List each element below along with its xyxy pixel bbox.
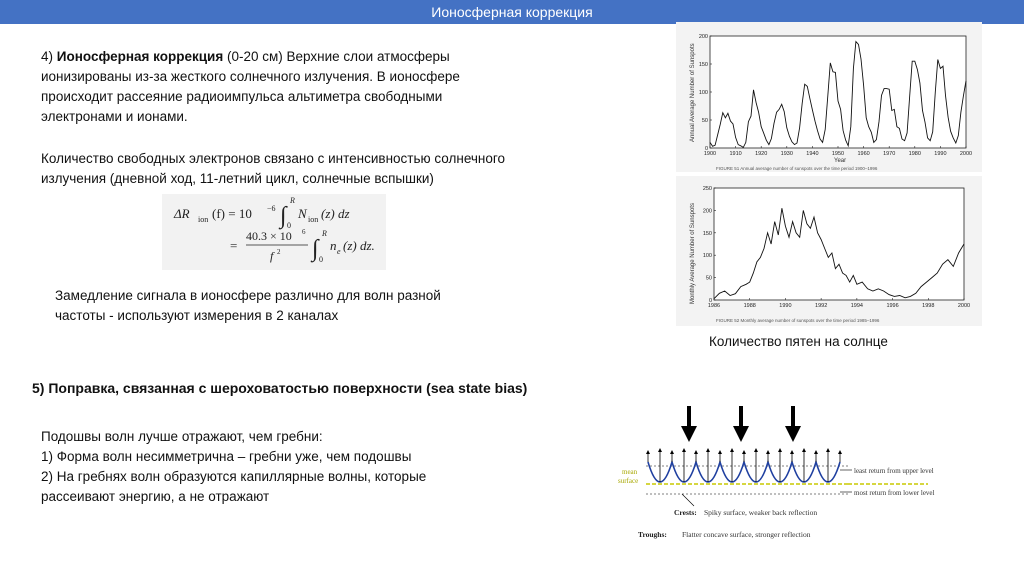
chart-2-y-tick-label: 250 (702, 186, 712, 192)
section4-text-line: частоты - используют измерения в 2 каналах (55, 308, 339, 323)
chart-2-x-tick-label: 1992 (815, 303, 828, 309)
integral-2-upper: R (322, 229, 327, 238)
formula-lhs-sub: ion (198, 215, 209, 224)
section4-line-1 (41, 47, 460, 67)
formula-fraction-denominator: f (270, 249, 274, 263)
section4-text-line: ионизированы из-за жесткого солнечного излучения. В ионосфере (41, 69, 460, 84)
chart-2-x-tick-label: 1996 (886, 303, 899, 309)
monthly-sunspots-chart (676, 176, 982, 326)
formula-int1-tail: (z) dz (321, 206, 350, 221)
crests-label: Crests: (674, 508, 697, 517)
chart-1-y-tick-label: 200 (698, 34, 708, 40)
charts-caption: Количество пятен на солнце (709, 334, 888, 349)
crest-reflection-arrow-head-icon (814, 450, 818, 454)
chart-1-x-tick-label: 1990 (934, 151, 947, 157)
down-arrow-icon (785, 406, 801, 442)
crest-reflection-arrow-head-icon (694, 450, 698, 454)
chart-2-x-tick-label: 1988 (743, 303, 756, 309)
formula-n-e-sub: e (337, 247, 341, 256)
header-bar (0, 0, 1024, 24)
crest-reflection-arrow-head-icon (718, 450, 722, 454)
chart-2-x-tick-label: 1990 (779, 303, 792, 309)
formula-fraction-numerator: 40.3 × 10 (246, 229, 292, 243)
formula-n-ion-sub: ion (308, 215, 319, 224)
crest-reflection-arrow-head-icon (670, 450, 674, 454)
integral-sign-1: ∫ (280, 203, 287, 229)
section4-text-line: происходит рассеяние радиоимпульса альтиметра свободными (41, 89, 443, 104)
section4-text-line: Замедление сигнала в ионосфере различно для волн разной (55, 288, 441, 303)
section5-line: 1) Форма волн несимметрична – гребни уже, чем подошвы (41, 449, 412, 464)
chart-2-plot-area (714, 188, 964, 300)
reflection-arrows (646, 448, 842, 482)
chart-2-x-tick-label: 1986 (707, 303, 721, 309)
chart-2-y-tick-label: 150 (702, 230, 712, 237)
trough-reflection-arrow-head-icon (778, 448, 782, 452)
down-arrow-icon (733, 406, 749, 442)
chart-2-y-tick-label: 200 (702, 208, 712, 215)
chart-1-y-tick-label: 0 (704, 146, 708, 152)
chart-2-x-tick-label: 1998 (922, 303, 935, 309)
trough-reflection-arrow-head-icon (802, 448, 806, 452)
chart-1-ylabel: Annual Average Number of Sunspots (690, 43, 696, 142)
section4-title: Ионосферная коррекция (56, 49, 224, 64)
section4-intro: (0-20 см) Верхние слои атмосферы (226, 49, 450, 64)
crests-text: Spiky surface, weaker back reflection (704, 508, 818, 517)
down-arrow-icon (681, 406, 697, 442)
chart-1-x-tick-label: 1940 (806, 151, 819, 157)
formula-fraction-den-exp: 2 (277, 248, 281, 256)
section4-number: 4) (41, 49, 54, 64)
trough-reflection-arrow-head-icon (682, 448, 686, 452)
section4-text-line: Количество свободных электронов связано с интенсивностью солнечного (41, 151, 506, 166)
chart-1-y-tick-label: 150 (698, 62, 708, 68)
formula-int2-tail: (z) dz. (343, 238, 375, 253)
troughs-label: Troughs: (638, 530, 667, 539)
trough-reflection-arrow-head-icon (730, 448, 734, 452)
ionosphere-formula (162, 194, 386, 270)
wave-profile (648, 462, 840, 482)
crest-reflection-arrow-head-icon (838, 450, 842, 454)
section4-text-line: излучения (дневной ход, 11-летний цикл, солнечные вспышки) (41, 171, 434, 186)
section4-paragraph-2 (41, 149, 505, 189)
chart-2-x-tick-label: 1994 (850, 303, 863, 309)
trough-reflection-arrow-head-icon (706, 448, 710, 452)
formula-n-e: n (330, 238, 337, 253)
formula-n-ion: N (298, 206, 307, 221)
chart-2-y-tick-label: 100 (702, 253, 712, 260)
section4-text-line: электронами и ионами. (41, 109, 188, 124)
formula-fraction-num-exp: 6 (302, 228, 306, 236)
integral-sign-2: ∫ (312, 236, 319, 262)
section5-line: Подошвы волн лучше отражают, чем гребни: (41, 429, 323, 444)
chart-2-ylabel: Monthly Average Number of Sunspots (690, 203, 696, 304)
chart-1-x-tick-label: 1920 (755, 151, 768, 157)
least-return-label: least return from upper level (854, 467, 934, 475)
troughs-text: Flatter concave surface, stronger reflection (682, 530, 811, 539)
crest-reflection-arrow-head-icon (646, 450, 650, 454)
integral-1-lower: 0 (287, 221, 291, 230)
section4-paragraph-1 (41, 47, 460, 127)
chart-1-xlabel: Year (834, 158, 847, 164)
mean-surface-label-2: surface (618, 477, 639, 485)
chart-1-figure-caption: FIGURE 51 Annual average number of sunspots over the time period 1900–1996 (716, 166, 878, 171)
crest-reflection-arrow-head-icon (742, 450, 746, 454)
section4-paragraph-3 (55, 286, 441, 326)
section5-text (41, 427, 426, 507)
formula-lhs: ΔR (174, 206, 190, 221)
mean-surface-label-1: mean (622, 468, 638, 476)
integral-1-upper: R (290, 196, 295, 205)
chart-2-x-tick-label: 2000 (957, 303, 971, 309)
chart-1-plot-area (710, 36, 966, 148)
trough-reflection-arrow-head-icon (658, 448, 662, 452)
formula-equals-2: = (230, 238, 238, 253)
chart-2-figure-caption: FIGURE 52 Monthly average number of sunspots over the time period 1985–1996 (716, 318, 880, 323)
chart-1-y-tick-label: 50 (701, 118, 708, 124)
incoming-pulse-arrows (681, 406, 801, 442)
chart-1-x-tick-label: 2000 (959, 151, 973, 157)
chart-1-x-tick-label: 1900 (703, 151, 717, 157)
integral-2-lower: 0 (319, 255, 323, 264)
chart-1-x-tick-label: 1950 (831, 151, 845, 157)
section5-title: 5) Поправка, связанная с шероховатостью поверхности (sea state bias) (32, 380, 528, 396)
annual-sunspots-chart (676, 22, 982, 172)
most-return-label: most return from lower level (854, 489, 935, 497)
trough-reflection-arrow-head-icon (826, 448, 830, 452)
trough-reflection-arrow-head-icon (754, 448, 758, 452)
crest-leader (682, 494, 694, 506)
chart-1-x-tick-label: 1960 (857, 151, 870, 157)
sea-state-bias-diagram (608, 398, 1024, 548)
section5-line: рассеивают энергию, а не отражают (41, 489, 270, 504)
chart-2-y-tick-label: 0 (708, 298, 712, 304)
chart-1-y-tick-label: 100 (698, 90, 708, 96)
page-title: Ионосферная коррекция (431, 4, 593, 20)
chart-1-x-tick-label: 1970 (883, 151, 896, 157)
chart-2-y-tick-label: 50 (705, 275, 712, 282)
crest-reflection-arrow-head-icon (790, 450, 794, 454)
crest-reflection-arrow-head-icon (766, 450, 770, 454)
section5-line: 2) На гребнях волн образуются капиллярные волны, которые (41, 469, 427, 484)
chart-1-x-tick-label: 1910 (729, 151, 742, 157)
formula-exponent: −6 (267, 204, 276, 213)
chart-1-x-tick-label: 1980 (908, 151, 921, 157)
formula-lhs-arg: (f) = 10 (212, 206, 252, 221)
chart-1-x-tick-label: 1930 (780, 151, 793, 157)
